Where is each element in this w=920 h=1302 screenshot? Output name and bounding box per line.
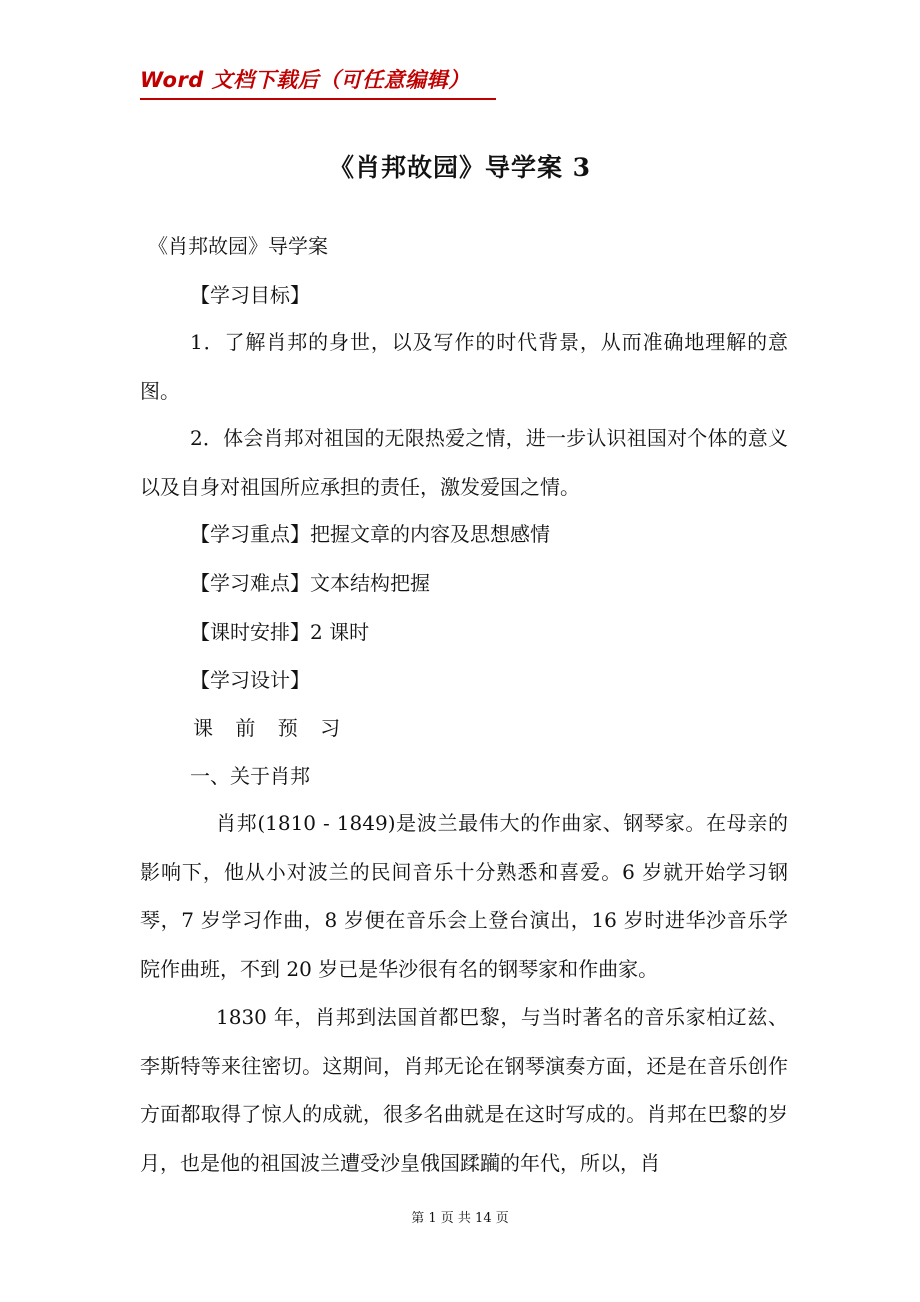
objectives-heading: 【学习目标】 [190, 283, 310, 307]
section-1-heading: 一、关于肖邦 [190, 764, 310, 788]
paragraph-chopin-paris: 1830 年，肖邦到法国首都巴黎，与当时著名的音乐家柏辽兹、李斯特等来往密切。这期间，肖邦无论在钢琴演奏方面，还是在音乐创作方面都取得了惊人的成就，很多名曲就是在这时写成的。肖邦在巴黎的岁月，也是他的祖国波兰遭受沙皇俄国蹂躏的年代，所以，肖 [140, 1005, 788, 1175]
design-heading: 【学习设计】 [190, 668, 310, 692]
document-title: 《肖邦故园》导学案 3 [328, 153, 592, 182]
objective-1: 1．了解肖邦的身世，以及写作的时代背景，从而准确地理解的意图。 [140, 330, 788, 403]
header-text: Word 文档下载后（可任意编辑） [140, 68, 470, 92]
difficulties: 【学习难点】文本结构把握 [190, 571, 430, 595]
download-header [140, 64, 496, 100]
objective-2: 2．体会肖邦对祖国的无限热爱之情，进一步认识祖国对个体的意义以及自身对祖国所应承担的责任，激发爱国之情。 [140, 426, 788, 499]
preview-heading: 课 前 预 习 [193, 716, 349, 740]
key-points: 【学习重点】把握文章的内容及思想感情 [190, 522, 550, 546]
schedule: 【课时安排】2 课时 [190, 620, 370, 644]
page-footer: 第 1 页 共 14 页 [411, 1211, 509, 1226]
paragraph-chopin-bio: 肖邦(1810 - 1849)是波兰最伟大的作曲家、钢琴家。在母亲的影响下，他从小对波兰的民间音乐十分熟悉和喜爱。6 岁就开始学习钢琴，7 岁学习作曲，8 岁便在音乐会上登台演出，16 岁时进华沙音乐学院作曲班，不到 20 岁已是华沙很有名的钢琴家和作曲家。 [140, 811, 788, 981]
subtitle: 《肖邦故园》导学案 [148, 234, 328, 258]
